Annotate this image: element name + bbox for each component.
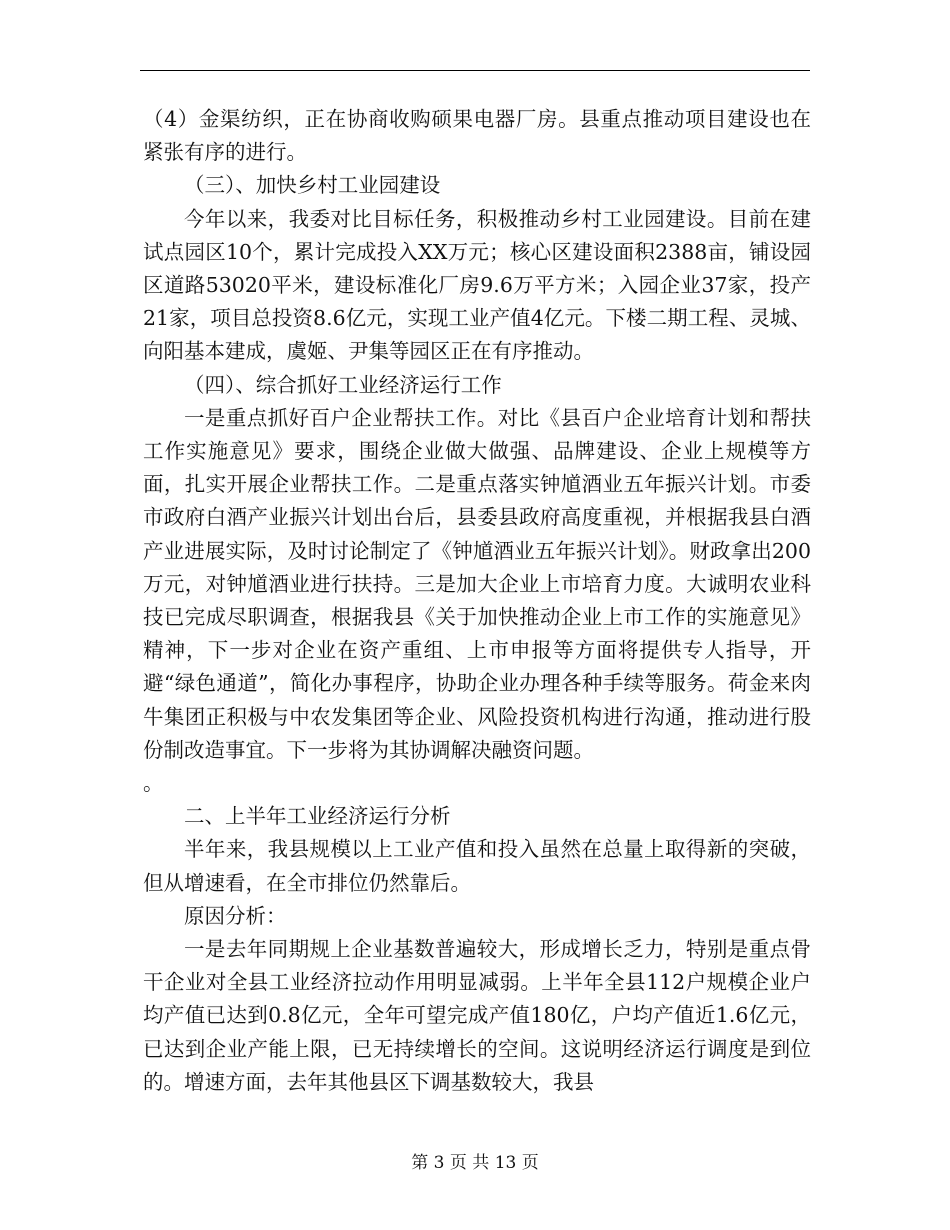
paragraph: 一是去年同期规上企业基数普遍较大，形成增长乏力，特别是重点骨干企业对全县工业经济拉动作用明显减弱。上半年全县112户规模企业户均产值已达到0.8亿元，全年可望完成产值180亿，户均产值近1.6亿元，已达到企业产能上限，已无持续增长的空间。这说明经济运行调度是到位的。增速方面，去年其他县区下调基数较大，我县 [143,937,811,1094]
paragraph: 二、上半年工业经济运行分析 [184,804,451,829]
paragraph: （4）金渠纺织，正在协商收购硕果电器厂房。县重点推动项目建设也在紧张有序的进行。 [143,107,811,165]
paragraph: （四）、综合抓好工业经济运行工作 [184,372,502,397]
header-rule [140,70,810,71]
paragraph: 。 [143,771,164,796]
paragraph: （三）、加快乡村工业园建设 [184,173,441,198]
document-body [143,103,811,1099]
page-footer: 第 3 页 共 13 页 [411,1153,539,1173]
paragraph: 原因分析： [184,903,287,928]
paragraph: 一是重点抓好百户企业帮扶工作。对比《县百户企业培育计划和帮扶工作实施意见》要求，围绕企业做大做强、品牌建设、企业上规模等方面，扎实开展企业帮扶工作。二是重点落实钟馗酒业五年振兴计划。市委市政府白酒产业振兴计划出台后，县委县政府高度重视，并根据我县白酒产业进展实际，及时讨论制定了《钟馗酒业五年振兴计划》。财政拿出200万元，对钟馗酒业进行扶持。三是加大企业上市培育力度。大诚明农业科技已完成尽职调查，根据我县《关于加快推动企业上市工作的实施意见》精神，下一步对企业在资产重组、上市申报等方面将提供专人指导，开避“绿色通道”，简化办事程序，协助企业办理各种手续等服务。荷金来肉牛集团正积极与中农发集团等企业、风险投资机构进行沟通，推动进行股份制改造事宜。下一步将为其协调解决融资问题。 [143,405,811,762]
paragraph: 半年来，我县规模以上工业产值和投入虽然在总量上取得新的突破，但从增速看，在全市排位仍然靠后。 [143,837,811,895]
paragraph: 今年以来，我委对比目标任务，积极推动乡村工业园建设。目前在建试点园区10个，累计完成投入XX万元；核心区建设面积2388亩，铺设园区道路53020平米，建设标准化厂房9.6万平方米；入园企业37家，投产21家，项目总投资8.6亿元，实现工业产值4亿元。下楼二期工程、灵城、向阳基本建成，虞姬、尹集等园区正在有序推动。 [143,206,811,364]
